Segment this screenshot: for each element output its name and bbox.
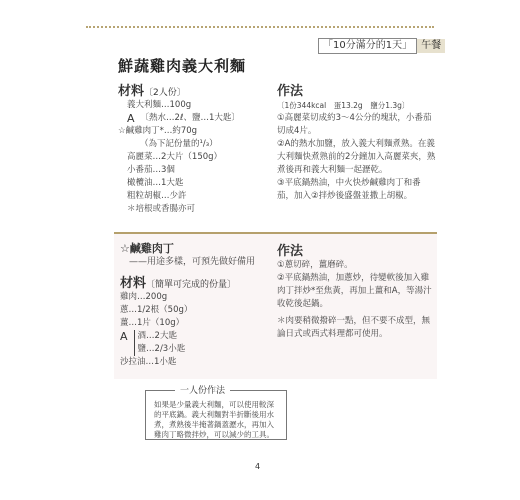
group-marker: A [120,330,128,343]
series-label: 「10分滿分的1天」 [318,38,417,54]
method-step: ①高麗菜切成約3〜4公分的塊狀，小番茄切成4片。 [277,113,432,136]
ingredient-line: ☆鹹雞肉丁*…約70g [118,126,198,136]
ingredient-line: 小番茄…3個 [127,165,175,175]
nutrition-info: 〔1份344kcal 蛋13.2g 鹽分1.3g〕 [277,101,410,110]
ingredient-line: 高麗菜…2大片（150g） [127,152,223,162]
ingredient-line: 薑…1片（10g） [120,318,185,328]
group-bracket [134,330,189,356]
chapter-header [318,38,445,54]
method-note: ＊肉要稍微撥碎一點，但不要不成型，無論日式或西式料理都可使用。 [277,316,431,339]
servings: 〔2人份〕 [144,88,186,98]
method-heading: 作法 [277,84,304,99]
method-step: ①蔥切碎，薑磨碎。 [277,260,353,270]
ingredient-note: （為下記份量的¹/₃） [140,139,218,149]
sub-ingredients-heading: 材料〔簡單可完成的份量〕 [120,276,237,291]
ingredient-line: 酒…2大匙 [137,331,177,341]
group-marker: A [127,112,135,125]
ingredient-group-a [118,112,268,125]
ingredient-line: 橄欖油…1大匙 [127,178,184,188]
ingredient-line: 義大利麵…100g [127,100,192,110]
tip-title: 一人份作法 [175,383,230,396]
page-number: 4 [255,462,261,471]
sub-recipe-method [277,240,437,341]
sub-servings: 〔簡單可完成的份量〕 [146,280,237,290]
sub-recipe-subtitle: ——用途多樣，可預先做好備用 [129,257,256,267]
ingredient-note: ＊培根或香腸亦可 [127,204,196,214]
meal-label: 午餐 [417,39,445,53]
ingredient-line: 雞肉…200g [120,292,168,302]
tip-box [145,390,287,440]
tip-text: 如果是少量義大利麵，可以使用較深的平底鍋。義大利麵對半折斷後用水煮，煮熟後半掩著鍋蓋瀝水，再加入雞肉丁略微拌炒，可以減少的工具。 [154,400,274,439]
top-dotted-rule [86,26,434,28]
sub-recipe-ingredients [120,240,270,369]
method-step: ②A的熱水加鹽，放入義大利麵煮熟。在義大利麵快煮熟前的2分鐘加入高麗菜夾，熟煮後再和義大利麵一起瀝乾。 [277,139,436,175]
ingredients-heading: 材料〔2人份〕 [118,84,186,99]
ingredient-group-a [120,330,270,356]
ingredient-line: 鹽…2/3小匙 [137,344,186,354]
method-step: ③平底鍋熱油，中火快炒鹹雞肉丁和番茄，加入②拌炒後盛盤並撒上胡椒。 [277,178,421,201]
sub-recipe-title: ☆鹹雞肉丁 [120,242,174,255]
ingredient-line: 〔熱水…2ℓ、鹽…1大匙〕 [140,113,240,123]
sub-method-heading: 作法 [277,244,304,259]
recipe-title: 鮮蔬雞肉義大利麵 [118,57,247,75]
method-step: ②平底鍋熱油，加蔥炒，待變軟後加入雞肉丁拌炒*至焦黃，再加上薑和A，等湯汁收乾後起鍋。 [277,273,432,309]
method-section [277,80,437,203]
ingredient-line: 沙拉油…1小匙 [120,357,177,367]
ingredients-section [118,80,268,216]
ingredient-line: 蔥…1/2根（50g） [120,305,193,315]
ingredient-line: 粗粒胡椒…少許 [127,191,187,201]
